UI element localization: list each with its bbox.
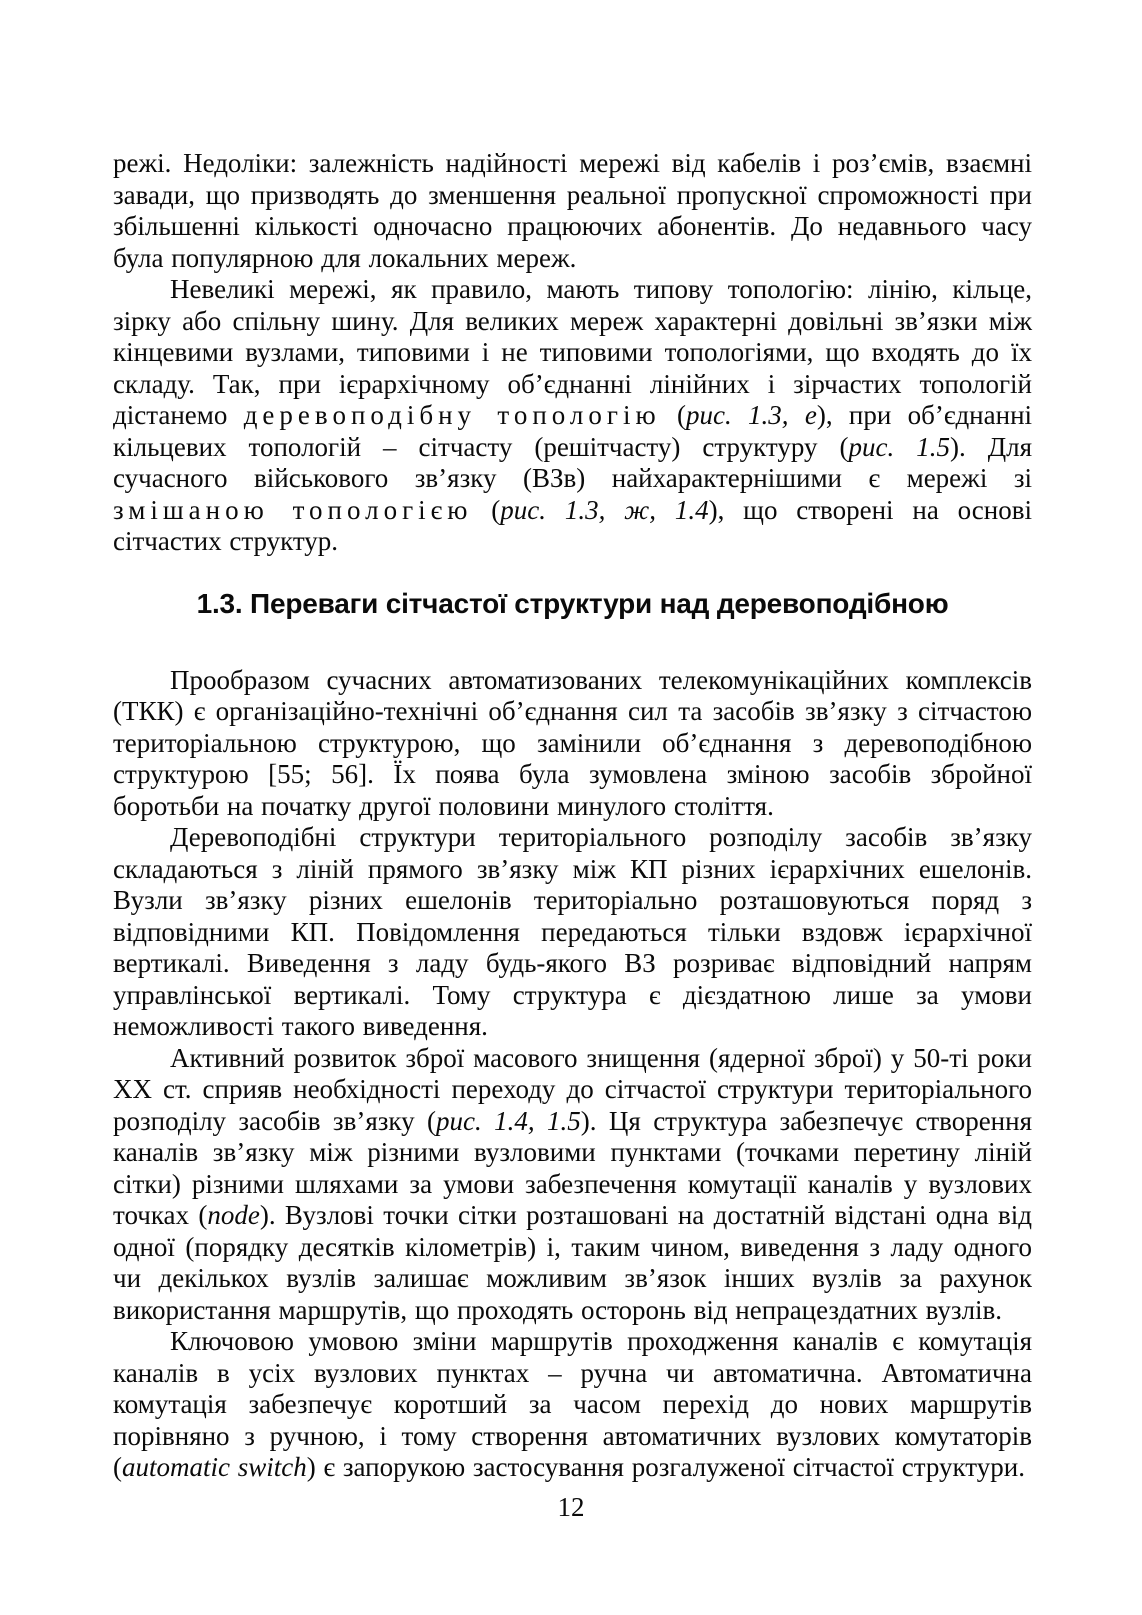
text-run: Активний розвиток зброї масового знищення (ядерної зброї) у 50-ті роки ХХ ст. сприяв необхідності переходу до сітчастої структури територіального розподілу засобів зв’язку ( xyxy=(113,1042,1032,1136)
text-run: ). Для сучасного військового зв’язку (ВЗв) найхарактернішими є мережі зі xyxy=(113,431,1032,493)
text-run: Деревоподібні структури територіального розподілу засобів зв’язку складаються з ліній прямого зв’язку між КП різних ієрархічних ешелонів. Вузли зв’язку різних ешелонів територіально розташовуються поряд з відповідними КП. Повідомлення передаються тільки вздовж ієрархічної вертикалі. Виведення з ладу будь-якого ВЗ розриває відповідний напрям управлінської вертикалі. Тому структура є дієздатною лише за умови неможливості такого виведення. xyxy=(113,822,1032,1041)
text-run: ), при об’єднанні кільцевих топологій – сітчасту (решітчасту) структуру ( xyxy=(113,400,1033,462)
letterspaced-run: деревоподібну топологію xyxy=(243,400,661,430)
letterspaced-run: змішаною топологією xyxy=(113,494,473,525)
italic-run: рис. 1.4, 1.5 xyxy=(436,1105,581,1136)
paragraph xyxy=(113,1043,1032,1327)
paragraph-continuation xyxy=(113,148,1032,274)
paragraph xyxy=(113,274,1032,558)
text-run: ). Вузлові точки сітки розташовані на достатній відстані одна від одної (порядку десятків кілометрів) і, таким чином, виведення з ладу одного чи декількох вузлів залишає можливим зв’язок інших вузлів за рахунок використання маршрутів, що проходять осторонь від непрацездатних вузлів. xyxy=(113,1200,1033,1325)
text-run: ), що створені на основі сітчастих структур. xyxy=(113,494,1032,556)
italic-run: рис. 1.5 xyxy=(848,431,950,462)
text-run: ( xyxy=(660,400,686,430)
paragraph xyxy=(113,822,1032,1043)
text-run: Прообразом сучасних автоматизованих телекомунікаційних комплексів (ТКК) є організаційно-технічні об’єднання сил та засобів зв’язку з сітчастою територіальною структурою, що замінили об’єднання з деревоподібною структурою [55; 56]. Їх поява була зумовлена зміною засобів збройної боротьби на початку другої половини минулого століття. xyxy=(113,664,1032,821)
intro-paragraphs xyxy=(113,148,1032,558)
page-text-block xyxy=(113,148,1032,1484)
paragraph xyxy=(113,665,1032,823)
paragraph xyxy=(113,1326,1032,1484)
italic-run: рис. 1.3, е xyxy=(685,400,817,430)
text-run: ( xyxy=(472,494,501,525)
italic-run: рис. 1.3, ж, 1.4 xyxy=(500,494,709,525)
text-run: ). Ця структура забезпечує створення каналів зв’язку між різними вузловими пунктами (точками перетину ліній сітки) різними шляхами за умови забезпечення комутації каналів у вузлових точках ( xyxy=(113,1105,1032,1230)
italic-run: automatic switch xyxy=(122,1452,307,1482)
page-number: 12 xyxy=(557,1492,585,1522)
text-run: Ключовою умовою зміни маршрутів проходження каналів є комутація каналів в усіх вузлових пунктах – ручна чи автоматична. Автоматична комутація забезпечує коротший за часом перехід до нових маршрутів порівняно з ручною, і тому створення автоматичних вузлових комутаторів ( xyxy=(113,1326,1032,1482)
text-run: режі. Недоліки: залежність надійності мережі від кабелів і роз’ємів, взаємні завади, що призводять до зменшення реальної пропускної спроможності при збільшенні кількості одночасно працюючих абонентів. До недавнього часу була популярною для локальних мереж. xyxy=(113,148,1032,273)
text-run: ) є запорукою застосування розгалуженої сітчастої структури. xyxy=(306,1452,1025,1482)
text-run: Невеликі мережі, як правило, мають типову топологію: лінію, кільце, зірку або спільну шину. Для великих мереж характерні довільні зв’язки між кінцевими вузлами, типовими і не типовими топологіями, що входять до їх складу. Так, при ієрархічному об’єднанні лінійних і зірчастих топологій дістанемо xyxy=(113,274,1032,430)
italic-run: node xyxy=(207,1200,260,1230)
section-body-paragraphs xyxy=(113,665,1032,1484)
section-heading: 1.3. Переваги сітчастої структури над деревоподібною xyxy=(196,587,949,619)
